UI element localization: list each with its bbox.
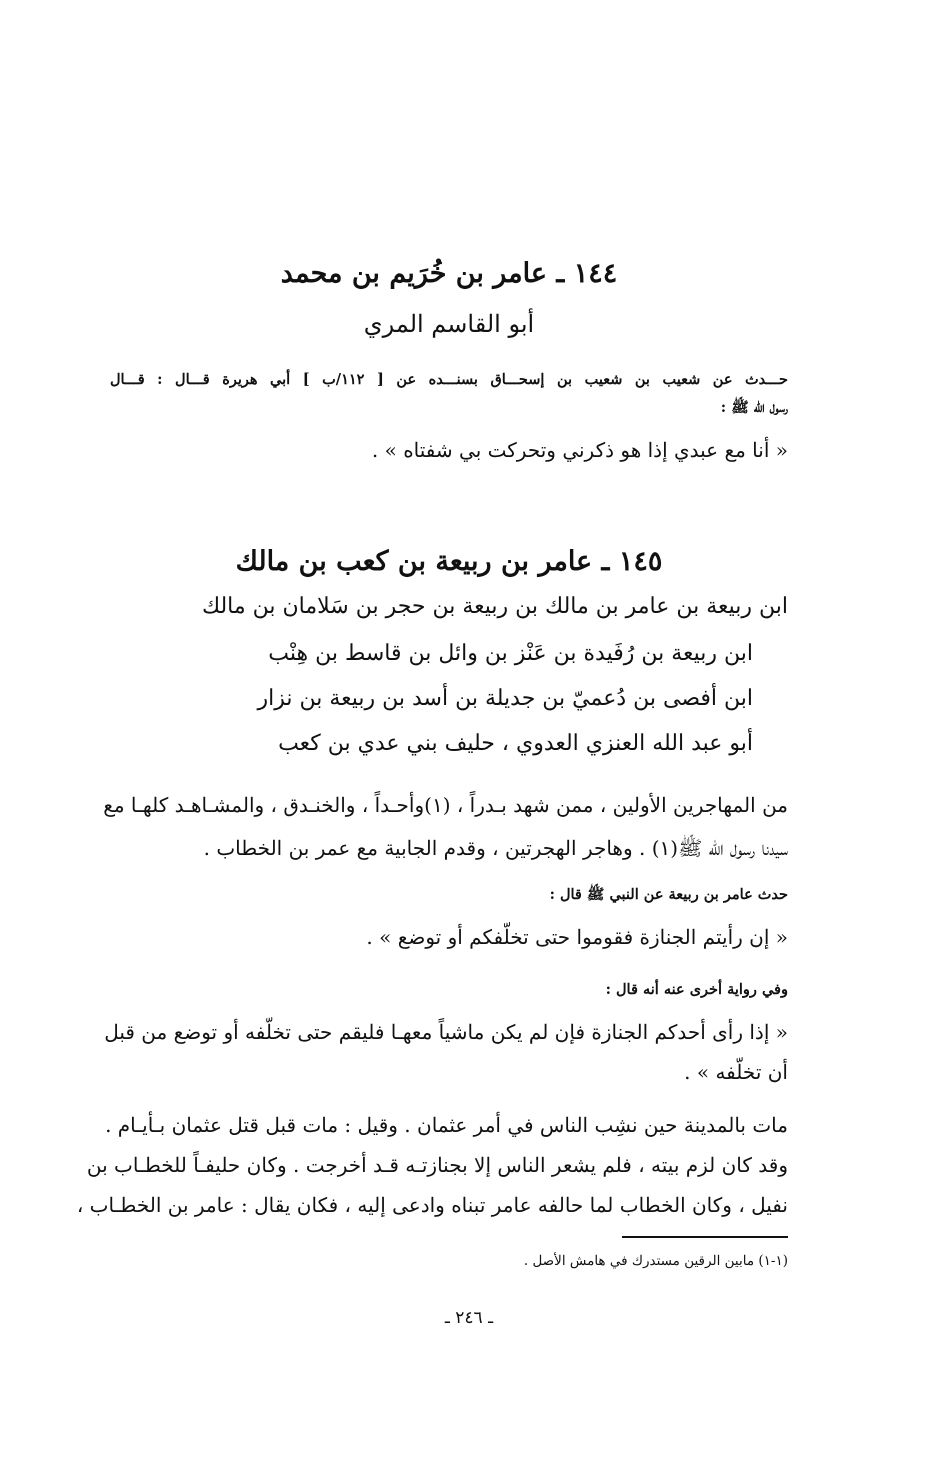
- lineage-line-3: ابن أفصى بن دُعميّ بن جديلة بن أسد بن ربيعة بن نزار: [257, 686, 753, 711]
- hadith-2-line-2: أن تخلّفه » .: [684, 1060, 788, 1084]
- lineage-line-1: ابن ربيعة بن عامر بن مالك بن ربيعة بن حجر بن سَلامان بن مالك: [201, 594, 788, 619]
- entry-144-isnad-line-1: حـــدث عن شعيب بن شعيب بن إسحـــاق بسنـــده عن [ ١١٢/ب ] أبي هريرة قـــال : قـــال: [110, 371, 788, 388]
- footnote-rule: [622, 1236, 788, 1238]
- bio-line-2: سيدنا رسول الله ﷺ(١) . وهاجر الهجرتين ، وقدم الجابية مع عمر بن الخطاب .: [203, 836, 788, 860]
- entry-144-hadith: « أنا مع عبدي إذا هو ذكرني وتحركت بي شفتاه » .: [371, 438, 788, 462]
- entry-145-heading: ١٤٥ ـ عامر بن ربيعة بن كعب بن مالك: [235, 546, 663, 577]
- isnad-1: حدث عامر بن ربيعة عن النبي ﷺ قال :: [549, 886, 788, 903]
- hadith-2-line-1: « إذا رأى أحدكم الجنازة فإن لم يكن ماشياً معهـا فليقم حتى تخلّفه أو توضع من قبل: [104, 1020, 788, 1044]
- bio-line-1: من المهاجرين الأولين ، ممن شهد بـدراً ، (١)وأحـداً ، والخنـدق ، والمشـاهـد كلهـا مع: [103, 793, 788, 817]
- death-line-1: مات بالمدينة حين نشِب الناس في أمر عثمان . وقيل : مات قبل قتل عثمان بـأيـام .: [105, 1113, 788, 1137]
- entry-144-heading: ١٤٤ ـ عامر بن خُرَيم بن محمد: [280, 258, 618, 289]
- isnad-2: وفي رواية أخرى عنه أنه قال :: [605, 981, 788, 998]
- death-line-3: نفيل ، وكان الخطاب لما حالفه عامر تبناه وادعى إليه ، فكان يقال : عامر بن الخطـاب ،: [76, 1193, 788, 1217]
- page-number: ـ ٢٤٦ ـ: [444, 1308, 494, 1328]
- footnote: (١-١) مابين الرقين مستدرك في هامش الأصل .: [523, 1253, 788, 1269]
- hadith-1: « إن رأيتم الجنازة فقوموا حتى تخلّفكم أو توضع » .: [366, 925, 788, 949]
- lineage-line-2: ابن ربيعة بن رُفَيدة بن عَنْز بن وائل بن قاسط بن هِنْب: [268, 641, 753, 666]
- entry-144-kunya: أبو القاسم المري: [363, 310, 535, 338]
- entry-144-isnad-line-2: رسول الله ﷺ :: [720, 399, 788, 416]
- lineage-line-4: أبو عبد الله العنزي العدوي ، حليف بني عدي بن كعب: [278, 731, 753, 756]
- death-line-2: وقد كان لزم بيته ، فلم يشعر الناس إلا بجنازتـه قـد أخرجت . وكان حليفـاً للخطـاب بن: [86, 1153, 788, 1177]
